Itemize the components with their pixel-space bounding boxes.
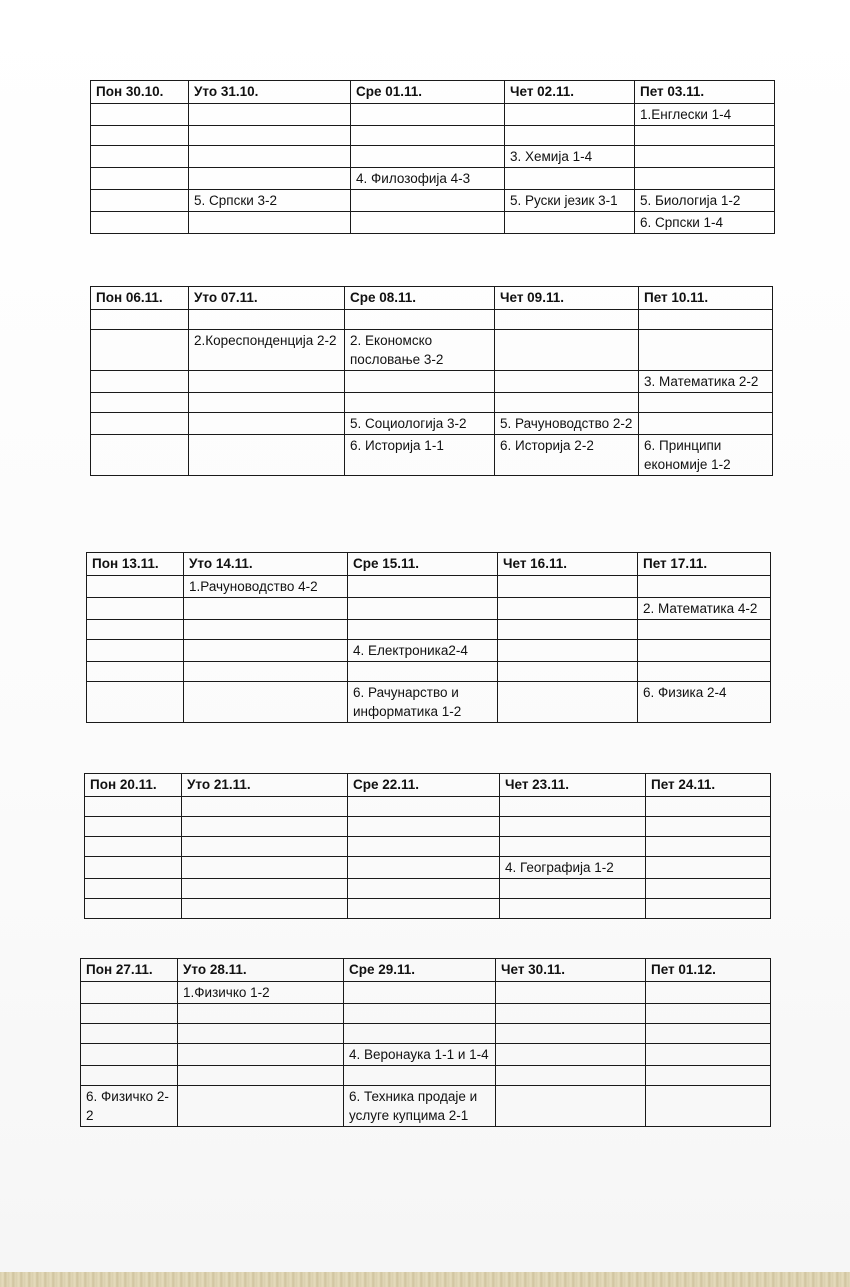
day-header: Чет 16.11. bbox=[498, 553, 638, 576]
schedule-cell bbox=[639, 393, 773, 413]
schedule-cell bbox=[638, 576, 771, 598]
schedule-cell bbox=[189, 310, 345, 330]
period-row bbox=[91, 190, 775, 212]
day-header: Пон 06.11. bbox=[91, 287, 189, 310]
schedule-cell bbox=[189, 168, 351, 190]
schedule-cell: 3. Хемија 1-4 bbox=[505, 146, 635, 168]
schedule-cell: 6. Историја 2-2 bbox=[495, 435, 639, 476]
schedule-cell bbox=[646, 982, 771, 1004]
day-header: Чет 30.11. bbox=[496, 959, 646, 982]
schedule-cell bbox=[505, 212, 635, 234]
schedule-cell bbox=[189, 435, 345, 476]
schedule-cell: 4. Географија 1-2 bbox=[500, 857, 646, 879]
schedule-cell bbox=[646, 1024, 771, 1044]
period-row bbox=[81, 1066, 771, 1086]
schedule-cell bbox=[646, 879, 771, 899]
period-row bbox=[91, 413, 773, 435]
schedule-cell bbox=[182, 857, 348, 879]
schedule-cell bbox=[498, 620, 638, 640]
schedule-cell bbox=[646, 817, 771, 837]
schedule-cell bbox=[91, 330, 189, 371]
schedule-cell bbox=[85, 817, 182, 837]
day-header: Сре 29.11. bbox=[344, 959, 496, 982]
schedule-cell bbox=[81, 1044, 178, 1066]
schedule-cell bbox=[182, 879, 348, 899]
schedule-cell bbox=[345, 310, 495, 330]
schedule-cell: 5. Рачуноводство 2-2 bbox=[495, 413, 639, 435]
schedule-cell bbox=[345, 393, 495, 413]
day-header: Чет 23.11. bbox=[500, 774, 646, 797]
schedule-cell bbox=[500, 899, 646, 919]
period-row bbox=[81, 1004, 771, 1024]
schedule-cell bbox=[91, 413, 189, 435]
day-header: Уто 21.11. bbox=[182, 774, 348, 797]
header-row bbox=[87, 553, 771, 576]
schedule-cell: 6. Српски 1-4 bbox=[635, 212, 775, 234]
schedule-cell bbox=[85, 879, 182, 899]
schedule-cell bbox=[498, 598, 638, 620]
schedule-cell bbox=[178, 1086, 344, 1127]
day-header: Уто 14.11. bbox=[184, 553, 348, 576]
schedule-cell bbox=[348, 879, 500, 899]
schedule-cell bbox=[646, 837, 771, 857]
period-row bbox=[87, 662, 771, 682]
schedule-cell bbox=[189, 393, 345, 413]
schedule-cell bbox=[91, 190, 189, 212]
schedule-cell bbox=[87, 640, 184, 662]
schedule-cell: 5. Биологија 1-2 bbox=[635, 190, 775, 212]
schedule-cell bbox=[189, 413, 345, 435]
schedule-cell bbox=[495, 393, 639, 413]
schedule-cell bbox=[87, 576, 184, 598]
period-row bbox=[85, 899, 771, 919]
schedule-cell bbox=[184, 640, 348, 662]
schedule-cell: 6. Физичко 2-2 bbox=[81, 1086, 178, 1127]
schedule-cell bbox=[505, 104, 635, 126]
schedule-cell bbox=[638, 620, 771, 640]
schedule-cell bbox=[500, 797, 646, 817]
week-table-1 bbox=[90, 80, 775, 234]
schedule-cell bbox=[81, 1004, 178, 1024]
schedule-cell bbox=[348, 899, 500, 919]
schedule-cell bbox=[498, 576, 638, 598]
schedule-cell bbox=[184, 598, 348, 620]
period-row bbox=[91, 212, 775, 234]
schedule-cell: 5. Социологија 3-2 bbox=[345, 413, 495, 435]
schedule-cell bbox=[348, 576, 498, 598]
schedule-cell bbox=[495, 310, 639, 330]
schedule-cell bbox=[495, 330, 639, 371]
day-header: Уто 07.11. bbox=[189, 287, 345, 310]
period-row bbox=[87, 576, 771, 598]
schedule-cell bbox=[91, 126, 189, 146]
schedule-cell bbox=[182, 817, 348, 837]
period-row bbox=[87, 598, 771, 620]
header-row bbox=[91, 287, 773, 310]
schedule-cell bbox=[87, 620, 184, 640]
day-header: Сре 15.11. bbox=[348, 553, 498, 576]
day-header: Сре 08.11. bbox=[345, 287, 495, 310]
schedule-cell: 5. Српски 3-2 bbox=[189, 190, 351, 212]
schedule-cell: 2. Математика 4-2 bbox=[638, 598, 771, 620]
day-header: Пон 13.11. bbox=[87, 553, 184, 576]
period-row bbox=[91, 330, 773, 371]
day-header: Чет 02.11. bbox=[505, 81, 635, 104]
schedule-cell bbox=[81, 1024, 178, 1044]
period-row bbox=[91, 126, 775, 146]
schedule-cell bbox=[85, 899, 182, 919]
day-header: Чет 09.11. bbox=[495, 287, 639, 310]
schedule-cell bbox=[498, 662, 638, 682]
day-header: Пет 03.11. bbox=[635, 81, 775, 104]
schedule-cell bbox=[646, 857, 771, 879]
schedule-cell bbox=[646, 1086, 771, 1127]
day-header: Пет 24.11. bbox=[646, 774, 771, 797]
schedule-cell bbox=[85, 857, 182, 879]
schedule-cell: 6. Историја 1-1 bbox=[345, 435, 495, 476]
period-row bbox=[85, 837, 771, 857]
day-header: Пон 30.10. bbox=[91, 81, 189, 104]
header-row bbox=[91, 81, 775, 104]
schedule-cell bbox=[178, 1044, 344, 1066]
schedule-cell bbox=[189, 104, 351, 126]
schedule-cell bbox=[81, 1066, 178, 1086]
period-row bbox=[87, 620, 771, 640]
header-row bbox=[81, 959, 771, 982]
schedule-cell bbox=[182, 797, 348, 817]
period-row bbox=[91, 435, 773, 476]
schedule-cell bbox=[348, 620, 498, 640]
period-row bbox=[85, 817, 771, 837]
schedule-cell bbox=[500, 817, 646, 837]
schedule-cell bbox=[496, 1066, 646, 1086]
period-row bbox=[91, 146, 775, 168]
schedule-cell bbox=[345, 371, 495, 393]
period-row bbox=[91, 371, 773, 393]
schedule-cell bbox=[348, 662, 498, 682]
schedule-cell bbox=[91, 168, 189, 190]
schedule-cell bbox=[500, 837, 646, 857]
schedule-cell: 1.Енглески 1-4 bbox=[635, 104, 775, 126]
schedule-cell bbox=[639, 310, 773, 330]
schedule-cell bbox=[646, 1004, 771, 1024]
week-table-2 bbox=[90, 286, 773, 476]
schedule-cell bbox=[348, 598, 498, 620]
week-table-4 bbox=[84, 773, 771, 919]
schedule-cell bbox=[178, 1024, 344, 1044]
period-row bbox=[81, 1044, 771, 1066]
schedule-cell bbox=[182, 837, 348, 857]
schedule-cell bbox=[189, 126, 351, 146]
schedule-cell bbox=[496, 1004, 646, 1024]
schedule-cell bbox=[646, 899, 771, 919]
schedule-cell bbox=[87, 662, 184, 682]
schedule-cell bbox=[635, 126, 775, 146]
schedule-cell bbox=[348, 817, 500, 837]
schedule-cell bbox=[646, 1044, 771, 1066]
day-header: Пон 27.11. bbox=[81, 959, 178, 982]
period-row bbox=[85, 879, 771, 899]
schedule-cell bbox=[184, 662, 348, 682]
schedule-cell bbox=[635, 168, 775, 190]
schedule-cell bbox=[91, 104, 189, 126]
schedule-cell bbox=[344, 982, 496, 1004]
schedule-cell bbox=[639, 330, 773, 371]
schedule-cell: 4. Електроника2-4 bbox=[348, 640, 498, 662]
schedule-cell bbox=[351, 126, 505, 146]
day-header: Сре 01.11. bbox=[351, 81, 505, 104]
schedule-cell bbox=[91, 212, 189, 234]
schedule-cell bbox=[505, 126, 635, 146]
schedule-cell bbox=[646, 797, 771, 817]
schedule-cell bbox=[85, 797, 182, 817]
schedule-cell: 6. Техника продаје и услуге купцима 2-1 bbox=[344, 1086, 496, 1127]
schedule-cell: 1.Рачуноводство 4-2 bbox=[184, 576, 348, 598]
schedule-cell bbox=[87, 598, 184, 620]
schedule-cell bbox=[638, 662, 771, 682]
schedule-cell bbox=[344, 1066, 496, 1086]
schedule-cell bbox=[495, 371, 639, 393]
schedule-cell bbox=[348, 797, 500, 817]
schedule-cell bbox=[91, 310, 189, 330]
schedule-cell bbox=[85, 837, 182, 857]
period-row bbox=[91, 168, 775, 190]
schedule-cell bbox=[91, 371, 189, 393]
schedule-cell bbox=[646, 1066, 771, 1086]
period-row bbox=[91, 393, 773, 413]
schedule-cell bbox=[81, 982, 178, 1004]
day-header: Сре 22.11. bbox=[348, 774, 500, 797]
schedule-cell: 6. Рачунарство и информатика 1-2 bbox=[348, 682, 498, 723]
period-row bbox=[81, 1024, 771, 1044]
schedule-cell bbox=[351, 146, 505, 168]
day-header: Пет 01.12. bbox=[646, 959, 771, 982]
schedule-cell bbox=[498, 640, 638, 662]
schedule-cell bbox=[178, 1066, 344, 1086]
schedule-cell bbox=[635, 146, 775, 168]
schedule-cell bbox=[505, 168, 635, 190]
schedule-cell: 1.Физичко 1-2 bbox=[178, 982, 344, 1004]
header-row bbox=[85, 774, 771, 797]
day-header: Пет 17.11. bbox=[638, 553, 771, 576]
schedule-cell: 6. Принципи економије 1-2 bbox=[639, 435, 773, 476]
schedule-cell bbox=[344, 1004, 496, 1024]
period-row bbox=[91, 310, 773, 330]
schedule-cell bbox=[91, 146, 189, 168]
schedule-cell bbox=[498, 682, 638, 723]
schedule-cell bbox=[348, 857, 500, 879]
table-surface bbox=[0, 1272, 850, 1287]
schedule-cell bbox=[351, 190, 505, 212]
schedule-cell bbox=[184, 682, 348, 723]
schedule-cell bbox=[496, 982, 646, 1004]
schedule-cell: 6. Физика 2-4 bbox=[638, 682, 771, 723]
schedule-cell bbox=[496, 1044, 646, 1066]
schedule-cell: 4. Веронаука 1-1 и 1-4 bbox=[344, 1044, 496, 1066]
schedule-cell bbox=[351, 212, 505, 234]
day-header: Уто 31.10. bbox=[189, 81, 351, 104]
period-row bbox=[81, 982, 771, 1004]
schedule-cell bbox=[189, 146, 351, 168]
period-row bbox=[87, 682, 771, 723]
day-header: Пон 20.11. bbox=[85, 774, 182, 797]
schedule-cell bbox=[178, 1004, 344, 1024]
schedule-cell bbox=[348, 837, 500, 857]
schedule-cell bbox=[91, 393, 189, 413]
week-table-5 bbox=[80, 958, 771, 1127]
schedule-cell bbox=[496, 1086, 646, 1127]
schedule-cell: 2. Економско пословање 3-2 bbox=[345, 330, 495, 371]
schedule-cell bbox=[87, 682, 184, 723]
schedule-cell bbox=[91, 435, 189, 476]
schedule-cell bbox=[639, 413, 773, 435]
week-table-3 bbox=[86, 552, 771, 723]
schedule-cell bbox=[344, 1024, 496, 1044]
schedule-cell bbox=[496, 1024, 646, 1044]
schedule-cell bbox=[182, 899, 348, 919]
day-header: Уто 28.11. bbox=[178, 959, 344, 982]
period-row bbox=[85, 857, 771, 879]
schedule-cell bbox=[351, 104, 505, 126]
schedule-cell: 5. Руски језик 3-1 bbox=[505, 190, 635, 212]
period-row bbox=[85, 797, 771, 817]
schedule-cell bbox=[500, 879, 646, 899]
period-row bbox=[91, 104, 775, 126]
schedule-cell bbox=[638, 640, 771, 662]
schedule-cell bbox=[189, 371, 345, 393]
schedule-cell bbox=[184, 620, 348, 640]
day-header: Пет 10.11. bbox=[639, 287, 773, 310]
period-row bbox=[87, 640, 771, 662]
period-row bbox=[81, 1086, 771, 1127]
schedule-cell: 4. Филозофија 4-3 bbox=[351, 168, 505, 190]
schedule-cell: 3. Математика 2-2 bbox=[639, 371, 773, 393]
schedule-cell bbox=[189, 212, 351, 234]
schedule-cell: 2.Кореспонденција 2-2 bbox=[189, 330, 345, 371]
